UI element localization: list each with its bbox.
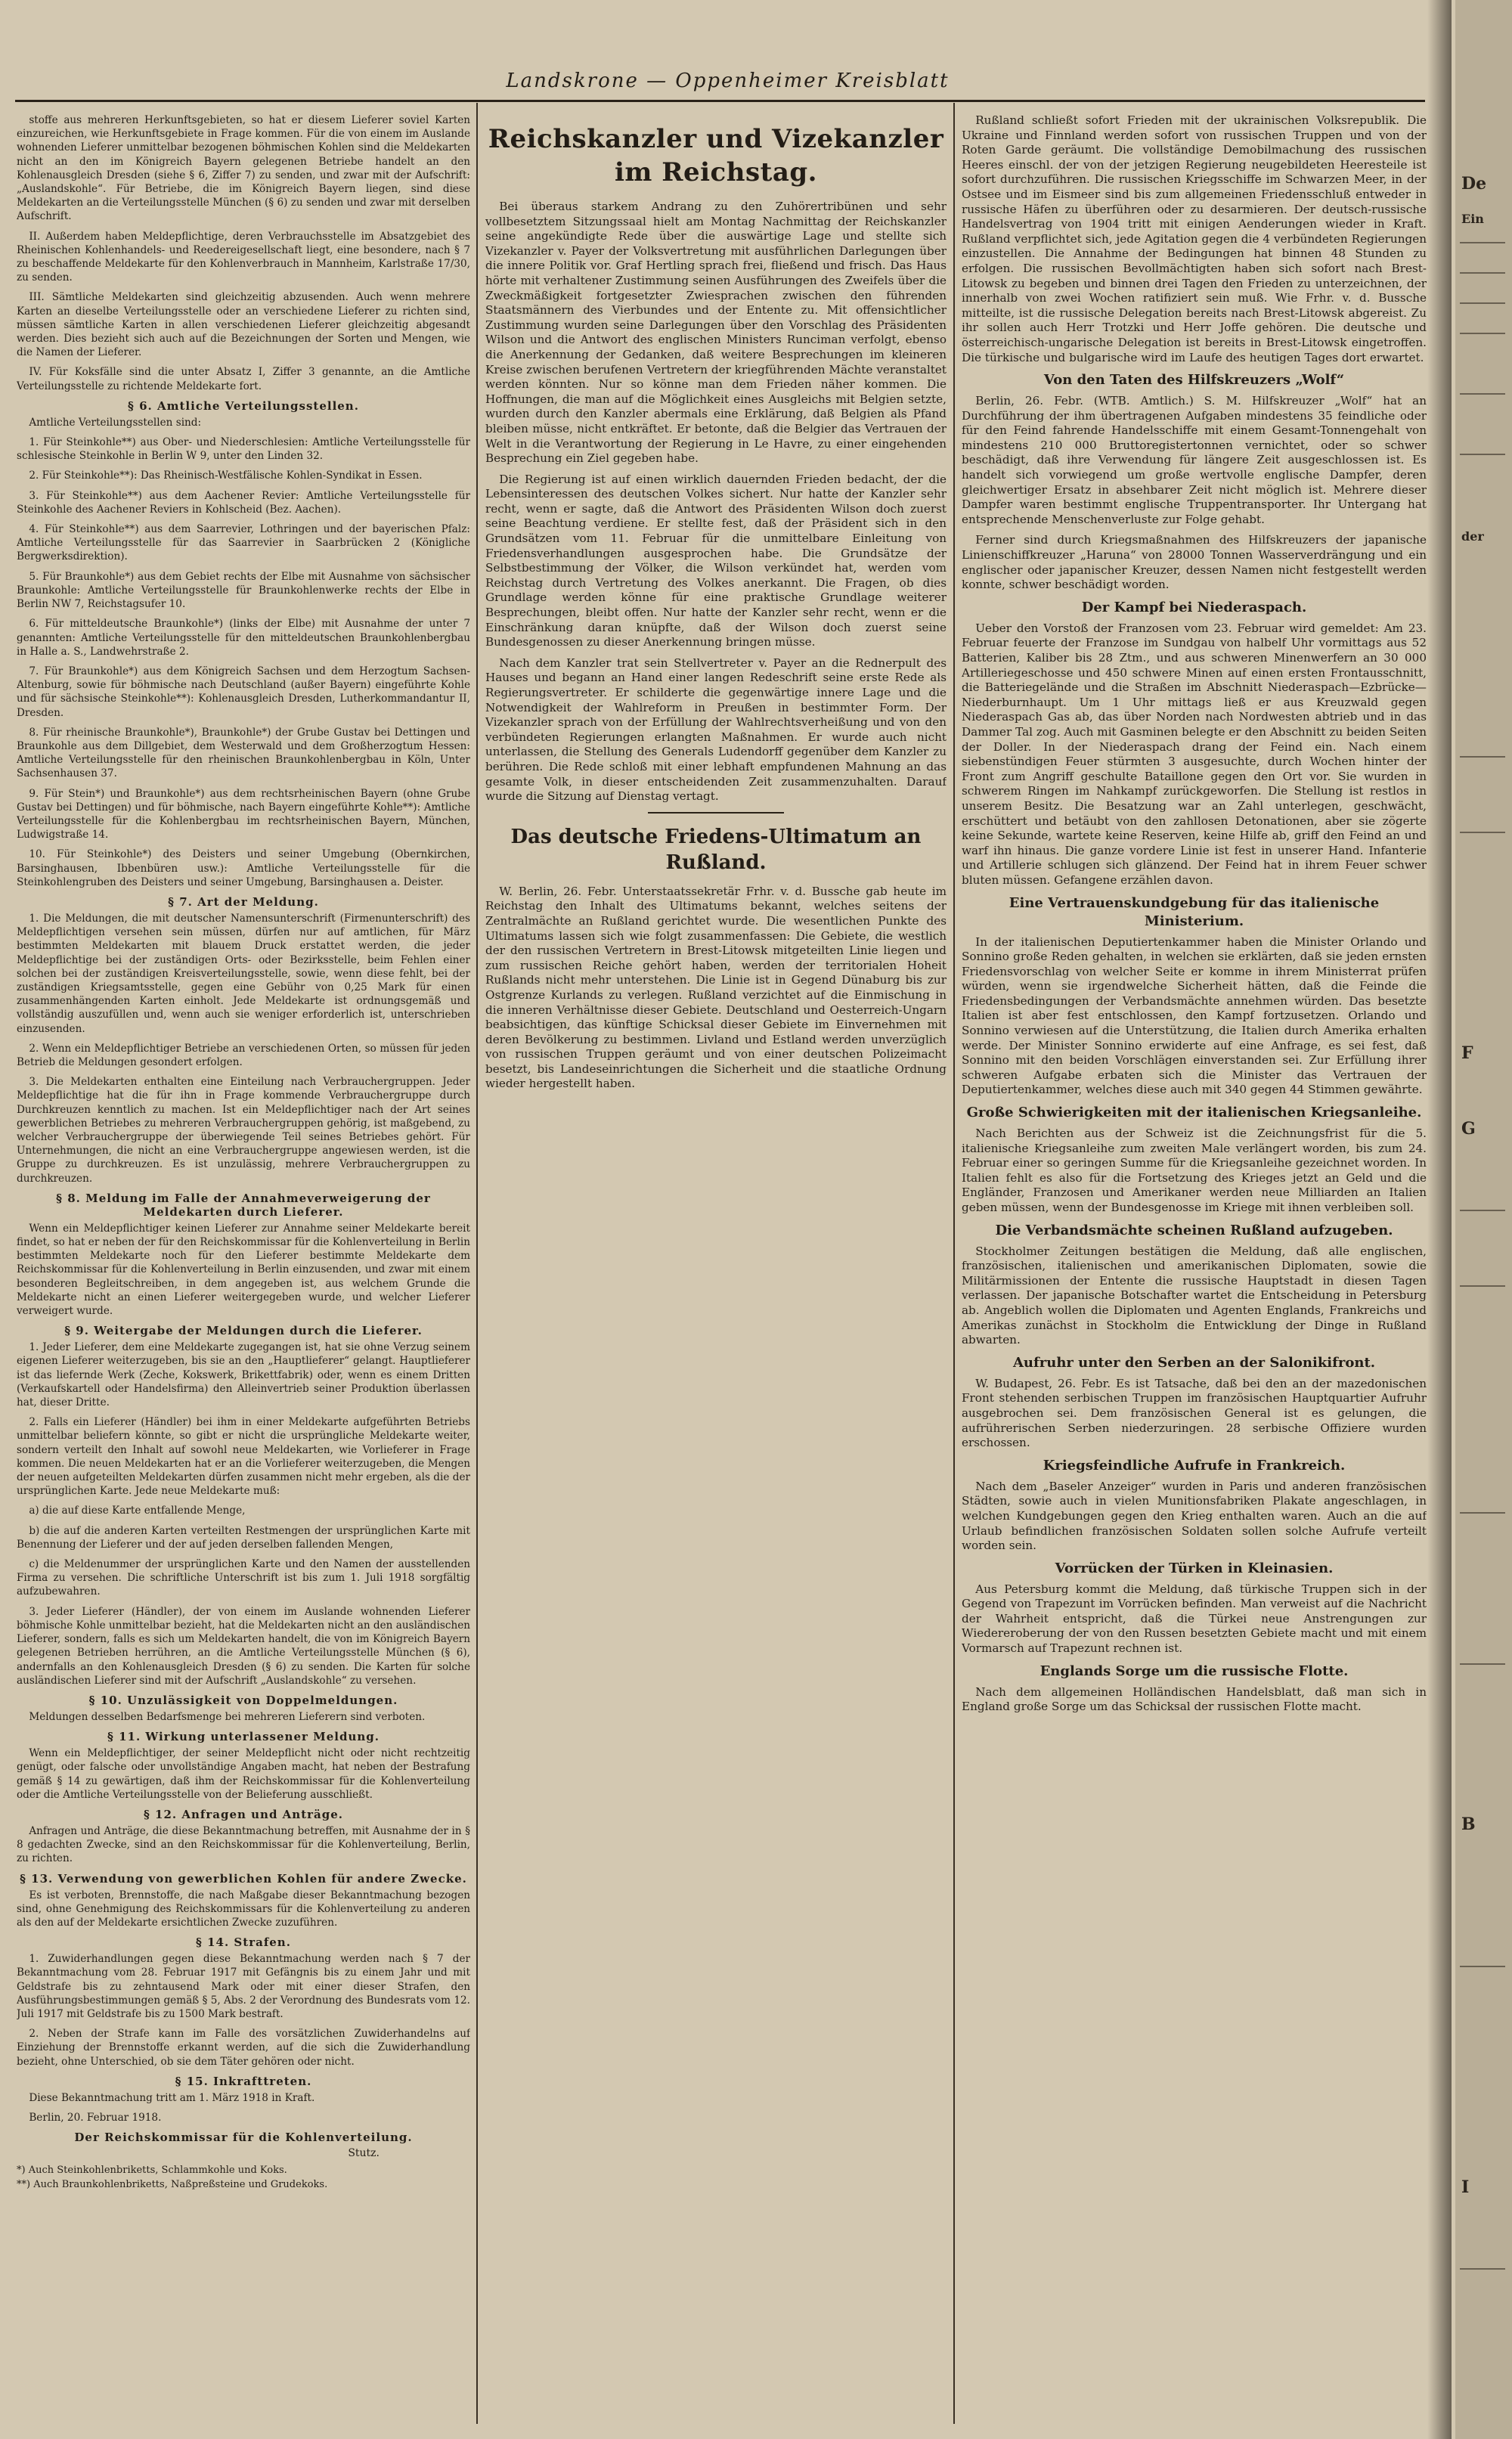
section-heading: § 9. Weitergabe der Meldungen durch die Lieferer. bbox=[64, 1324, 423, 1338]
paragraph: stoffe aus mehreren Herkunftsgebieten, so hat er diesem Lieferer soviel Karten einzureichen, wie Herkunftsgebiete in Frage kommen. Für die von einem im Auslande wohnenden Lieferer unmittelbar bezogenen böhmischen Kohlen sind die Meldekarten nicht an den im Königreich Bayern gelegenen Betriebe handelt an den Kohlenausgleich Dresden (siehe § 6, Ziffer 7) zu senden, und zwar mit der Aufschrift: „Auslandskohle“. Für Betriebe, die im Königreich Bayern liegen, sind diese Meldekarten an die Verteilungsstelle München (§ 6) zu senden und zwar mit derselben Aufschrift. bbox=[17, 114, 470, 223]
signature: Stutz. bbox=[348, 2147, 380, 2160]
paragraph: II. Außerdem haben Meldepflichtige, deren Verbrauchsstelle im Absatzgebiet des Rheinischen Kohlenhandels- und Reedereigesellschaft liegt, eine besondere, nach § 7 zu beschaffende Meldekarte für den Kohlenverbrauch in Mannheim, Karlstraße 17/30, zu senden. bbox=[17, 230, 470, 284]
masthead: Landskrone — Oppenheimer Kreisblatt bbox=[506, 70, 950, 92]
text-line bbox=[1460, 1966, 1505, 1967]
headline-ultimatum: Das deutsche Friedens-Ultimatum an Rußland. bbox=[510, 825, 922, 874]
section-heading: § 6. Amtliche Verteilungsstellen. bbox=[128, 398, 359, 413]
paragraph: W. Berlin, 26. Febr. Unterstaatssekretär Frhr. v. d. Bussche gab heute im Reichstag den Inhalt des Ultimatums bekannt, welches seitens der Zentralmächte an Rußland gerichtet wurde. Die wesentlichen Punkte des Ultimatums lassen sich wie folgt zusammenfassen: Die Gebiete, die westlich der den russischen Vertretern in Brest-Litowsk mitgeteilten Linie liegen und zum russischen Reiche gehört haben, werden der territorialen Hoheit Rußlands nicht mehr unterstehen. Die Linie ist in Gegend Dünaburg bis zur Ostgrenze Kurlands zu verlegen. Rußland verzichtet auf die Einmischung in die inneren Verhältnisse dieser Gebiete. Deutschland und Oesterreich-Ungarn beabsichtigen, das künftige Schicksal dieser Gebiete im Einvernehmen mit deren Bevölkerung zu bestimmen. Livland und Estland werden unverzüglich von russischen Truppen geräumt und von einer deutschen Polizeimacht besetzt, bis Landeseinrichtungen die Sicherheit und die staatliche Ordnung wieder hergestellt haben. bbox=[485, 884, 947, 1091]
paragraph: Nach dem allgemeinen Holländischen Handelsblatt, daß man sich in England große Sorge um das Schicksal der russischen Flotte macht. bbox=[962, 1684, 1427, 1714]
column-3 bbox=[962, 113, 1427, 2427]
paragraph: Ueber den Vorstoß der Franzosen vom 23. Februar wird gemeldet: Am 23. Februar feuerte der Franzose im Sundgau von halbelf Uhr vormittags aus 52 Batterien, Kaliber bis 28 Ztm., und aus schweren Minenwerfern an 30 000 Artilleriegeschosse und 450 schwere Minen auf einen ersten Frontausschnitt, die Batteriegelände und die Straßen im Abschnitt Niederaspach—Ezbrücke—Niederburnhaupt. Um 1 Uhr mittags ließ er aus Kreuzwald gegen Niederaspach Gas ab, das über Norden nach Nordwesten abtrieb und in das Dammer Tal zog. Auch mit Gasminen belegte er den Abschnitt zu beiden Seiten der Doller. In der Niederaspach drang der Feind ein. Nach einem siebenstündigen Feuer stürmten 3 ausgesuchte, durch Wochen hinter der Front zum Angriff geschulte Bataillone gegen den Ort vor. Sie wurden in schwerem Ringen im Nahkampf zurückgeworfen. Die Stellung ist restlos in unserem Besitz. Die Besatzung war an Zahl unterlegen, geschwächt, erschüttert und betäubt von den zahllosen Detonationen, aber sie zögerte keine Sekunde, wartete keine Reserven, keine Hilfe ab, griff den Feind an und warf ihn hinaus. Die ganze vordere Linie ist fest in unserer Hand. Infanterie und Artillerie schlugen sich glänzend. Der Feind hat in ihrem Feuer schwer bluten müssen. Gefangene erzählen davon. bbox=[962, 621, 1427, 887]
text-line bbox=[1460, 242, 1505, 243]
text-line bbox=[1460, 302, 1505, 304]
paragraph: Stockholmer Zeitungen bestätigen die Meldung, daß alle englischen, französischen, italienischen und amerikanischen Diplomaten, sowie die Militärmissionen der Entente die russische Hauptstadt in diesen Tagen verlassen. Der japanische Botschafter wartet die Entscheidung in Petersburg ab. Angeblich wollen die Diplomaten und Agenten Englands, Frankreichs und Amerikas zunächst in Stockholm die Entwicklung der Dinge in Rußland abwarten. bbox=[962, 1244, 1427, 1347]
paragraph: IV. Für Koksfälle sind die unter Absatz I, Ziffer 3 genannte, an die Amtliche Verteilungsstelle zu richtende Meldekarte fort. bbox=[17, 366, 470, 392]
paragraph: Nach dem „Baseler Anzeiger“ wurden in Paris und anderen französischen Städten, sowie auch in vielen Munitionsfabriken Plakate angeschlagen, in welchen Kundgebungen gegen den Krieg enthalten waren. Auch an die auf Urlaub befindlichen französischen Soldaten sollen solche Aufrufe verteilt worden sein. bbox=[962, 1479, 1427, 1553]
paragraph: 3. Die Meldekarten enthalten eine Einteilung nach Verbrauchergruppen. Jeder Meldepflichtige hat die für ihn in Frage kommende Verbrauchergruppe durch Durchkreuzen kenntlich zu machen. Ist ein Meldepflichtiger nach der Art seines gewerblichen Betriebes zu mehreren Verbrauchergruppen gehörig, ist maßgebend, zu welcher Verbrauchergruppe der überwiegende Teil seines Betriebes gehört. Für Unternehmungen, die nicht an eine Verbrauchergruppe angewiesen werden, ist die Gruppe zu durchkreuzen. Es ist unzulässig, mehrere Verbrauchergruppen zu durchkreuzen. bbox=[17, 1076, 470, 1185]
paragraph: 2. Wenn ein Meldepflichtiger Betriebe an verschiedenen Orten, so müssen für jeden Betrieb die Meldungen gesondert erfolgen. bbox=[17, 1042, 470, 1068]
section-heading: § 11. Wirkung unterlassener Meldung. bbox=[107, 1730, 380, 1744]
column-rule-1 bbox=[476, 103, 478, 2424]
section-heading: § 8. Meldung im Falle der Annahmeverweigerung der Meldekarten durch Lieferer. bbox=[56, 1191, 431, 1219]
paragraph: Die Regierung ist auf einen wirklich dauernden Frieden bedacht, der die Lebensinteressen des deutschen Volkes sichert. Nur hatte der Kanzler sehr recht, wenn er sagte, daß die Antwort des Präsidenten Wilson doch zuerst seine Beachtung verdiene. Er stellte fest, daß der Präsident sich in den Grundsätzen vom 11. Februar für die unmittelbare Einleitung von Friedensverhandlungen ausgesprochen habe. Die Grundsätze der Selbstbestimmung der Völker, die Wilson verkündet hat, werden vom Reichstag durch Vertretung des Volkes anerkannt. Die Fragen, ob dies Grundlage werden könne für eine praktische Grundlage weiterer Besprechungen, bleibt offen. Nur hatte der Kanzler sehr recht, wenn er die Einschränkung daran knüpfte, daß der Wilson doch zuerst seine Bundesgenossen zu dieser Anerkennung bringen müsse. bbox=[485, 472, 947, 649]
text-fragment: B bbox=[1461, 1815, 1476, 1834]
top-rule bbox=[15, 100, 1425, 102]
paragraph: 1. Jeder Lieferer, dem eine Meldekarte zugegangen ist, hat sie ohne Verzug seinem eigenen Lieferer weiterzugeben, bis sie an den „Hauptlieferer“ gelangt. Hauptlieferer ist das liefernde Werk (Zeche, Kokswerk, Brikettfabrik) oder, wenn es einem Dritten (Verkaufskartell oder Handelsfirma) den Alleinvertrieb seiner Produktion überlassen hat, dieser Dritte. bbox=[17, 1341, 470, 1409]
text-line bbox=[1460, 756, 1505, 758]
list-item: 6. Für mitteldeutsche Braunkohle*) (links der Elbe) mit Ausnahme der unter 7 genannten: Amtliche Verteilungsstelle für den mitteldeutschen Braunkohlenbergbau in Halle a. S., Landwehrstraße 2. bbox=[17, 618, 470, 658]
list-item: 2. Für Steinkohle**): Das Rheinisch-Westfälische Kohlen-Syndikat in Essen. bbox=[29, 470, 423, 482]
headline-italy: Eine Vertrauenskundgebung für das italienische Ministerium. bbox=[1009, 894, 1380, 929]
paragraph: Anfragen und Anträge, die diese Bekanntmachung betreffen, mit Ausnahme der in § 8 gedachten Zwecke, sind an den Reichskommissar für die Kohlenverteilung, Berlin, zu richten. bbox=[17, 1824, 470, 1865]
paragraph: Nach dem Kanzler trat sein Stellvertreter v. Payer an die Rednerpult des Hauses und begann an Hand einer langen Redeschrift seine erste Rede als Regierungsvertreter. Er schilderte die gegenwärtige innere Lage und die Notwendigkeit der Wahlreform in Preußen in bestimmter Form. Der Vizekanzler sprach von der Erfüllung der Wahlrechtsverheißung und von den verbündeten Regierungen erlangten Maßnahmen. Er wurde auch nicht unterlassen, die Stellung des Generals Ludendorff gegenüber dem Kanzler zu berühren. Die Rede schloß mit einer lebhaft empfundenen Mahnung an das gesamte Volk, in dieser entscheidenden Zeit zusammenzuhalten. Darauf wurde die Sitzung auf Dienstag vertagt. bbox=[485, 655, 947, 804]
section-heading: § 15. Inkrafttreten. bbox=[175, 2074, 312, 2088]
paragraph: Nach Berichten aus der Schweiz ist die Zeichnungsfrist für die 5. italienische Kriegsanleihe zum zweiten Male verlängert worden, bis zum 24. Februar einer so geringen Summe für die Kriegsanleihe gezeichnet worden. In Italien fehlt es also für die Fortsetzung des Krieges jetzt an Geld und die Engländer, Franzosen und Amerikaner werden neue Milliarden an Italien geben müssen, wenn der Bundesgenosse im Kriege mit ihnen verbleiben soll. bbox=[962, 1127, 1427, 1214]
text-line bbox=[1460, 1512, 1505, 1514]
paragraph: Ferner sind durch Kriegsmaßnahmen des Hilfskreuzers der japanische Linienschiffkreuzer „Haruna“ von 28000 Tonnen Wasserverdrängung und ein englischer oder japanischer Kreuzer, dessen Namen nicht festgestellt werden konnte, schwer beschädigt worden. bbox=[962, 533, 1427, 592]
list-item: Amtliche Verteilungsstellen sind: bbox=[29, 416, 202, 429]
text-line bbox=[1460, 832, 1505, 833]
column-rule-2 bbox=[953, 103, 955, 2424]
paragraph: 2. Neben der Strafe kann im Falle des vorsätzlichen Zuwiderhandelns auf Einziehung der Brennstoffe erkannt werden, auf die sich die Zuwiderhandlung bezieht, ohne Unterschied, ob sie dem Täter gehören oder nicht. bbox=[17, 2028, 470, 2068]
text-fragment: De bbox=[1461, 174, 1487, 194]
paragraph: 1. Die Meldungen, die mit deutscher Namensunterschrift (Firmenunterschrift) des Meldepflichtigen versehen sein müssen, dürfen nur auf amtlichen, für März bestimmten Meldekarten mit blauem Druck erstattet werden, die jeder Meldepflichtige bei der zuständigen Orts- oder Bezirksstelle, beim Fehlen einer solchen bei der zuständigen Kreisverteilungsstelle, sowie, wenn diese fehlt, bei der zuständigen Kriegsamtsstelle, gegen eine Gebühr von 0,25 Mark für einen zusammenhängenden Karten einholt. Jede Meldekarte ist ordnungsgemäß und vollständig auszufüllen und, wenn auch sie weniger erforderlich ist, unterschrieben einzusenden. bbox=[17, 912, 470, 1035]
list-item: 7. Für Braunkohle*) aus dem Königreich Sachsen und dem Herzogtum Sachsen-Altenburg, sowie für böhmische nach Deutschland (außer Bayern) eingeführte Kohle und für sächsische Steinkohle**): Kohlenausgleich Dresden, Lutherkommandantur II, Dresden. bbox=[17, 665, 470, 719]
list-item: 1. Für Steinkohle**) aus Ober- und Niederschlesien: Amtliche Verteilungsstelle für schlesische Steinkohle in Berlin W 9, unter den Linden 32. bbox=[17, 436, 470, 463]
column-1 bbox=[17, 113, 470, 2427]
paragraph: Aus Petersburg kommt die Meldung, daß türkische Truppen sich in der Gegend von Trapezunt im Vorrücken befinden. Man verweist auf die Nachricht der Wahrheit entspricht, daß die Türkei neue Anstrengungen zur Wiedereroberung der von den Russen besetzten Gebiete macht und mit einem Vormarsch auf Trapezunt rechnen ist. bbox=[962, 1582, 1427, 1656]
paragraph: Wenn ein Meldepflichtiger, der seiner Meldepflicht nicht oder nicht rechtzeitig genügt, oder falsche oder unvollständige Angaben macht, hat neben der Bestrafung gemäß § 14 zu gewärtigen, daß ihm der Reichskommissar für die Kohlenverteilung oder die Amtliche Verteilungsstelle von der Belieferung ausschließt. bbox=[17, 1747, 470, 1801]
text-line bbox=[1460, 2268, 1505, 2270]
list-item: 10. Für Steinkohle*) des Deisters und seiner Umgebung (Obernkirchen, Barsinghausen, Ibbenbüren usw.): Amtliche Verteilungsstelle für die Steinkohlengruben des Deisters und seiner Umgebung, Barsinghausen a. Deister. bbox=[17, 848, 470, 888]
issuing-authority: Der Reichskommissar für die Kohlenverteilung. bbox=[74, 2131, 413, 2145]
text-fragment: F bbox=[1461, 1043, 1473, 1063]
adjacent-page-strip bbox=[1455, 0, 1512, 2439]
headline-fleet: Englands Sorge um die russische Flotte. bbox=[1040, 1663, 1349, 1679]
text-line bbox=[1460, 1285, 1505, 1287]
column-2 bbox=[485, 113, 947, 2427]
list-item: b) die auf die anderen Karten verteilten Restmengen der ursprünglichen Karte mit Benennung der Lieferer und der auf jeden derselben fallenden Mengen, bbox=[17, 1524, 470, 1551]
text-fragment: Ein bbox=[1461, 212, 1484, 226]
text-line bbox=[1460, 454, 1505, 455]
text-line bbox=[1460, 1210, 1505, 1211]
headline-war-loan: Große Schwierigkeiten mit der italienischen Kriegsanleihe. bbox=[966, 1105, 1422, 1121]
text-line bbox=[1460, 393, 1505, 395]
text-fragment: G bbox=[1461, 1119, 1476, 1139]
text-line bbox=[1460, 272, 1505, 274]
section-heading: § 13. Verwendung von gewerblichen Kohlen für andere Zwecke. bbox=[20, 1871, 467, 1886]
list-item: a) die auf diese Karte entfallende Menge, bbox=[29, 1505, 246, 1517]
headline-niederaspach: Der Kampf bei Niederaspach. bbox=[1081, 599, 1307, 615]
headline-france: Kriegsfeindliche Aufrufe in Frankreich. bbox=[1043, 1457, 1346, 1474]
paragraph: Wenn ein Meldepflichtiger keinen Lieferer zur Annahme seiner Meldekarte bereit findet, so hat er neben der für den Reichskommissar für die Kohlenverteilung in Berlin bestimmten Meldekarte noch für den Lieferer bestimmte Meldekarte dem Reichskommissar für die Kohlenverteilung in Berlin einzusenden, und zwar mit einem besonderen Begleitschreiben, in dem angegeben ist, aus welchem Grunde die Meldekarte nicht an einen Lieferer weitergegeben wurde, und welcher Lieferer verweigert wurde. bbox=[17, 1222, 470, 1318]
text-fragment: I bbox=[1461, 2177, 1470, 2197]
paragraph: Rußland schließt sofort Frieden mit der ukrainischen Volksrepublik. Die Ukraine und Finnland werden sofort von russischen Truppen und von der Roten Garde geräumt. Die vollständige Demobilmachung des russischen Heeres einschl. der von der jetzigen Regierung neugebildeten Heeresteile ist sofort durchzuführen. Die russischen Kriegsschiffe im Schwarzen Meer, in der Ostsee und im Eismeer sind bis zum allgemeinen Friedensschluß entweder in russische Häfen zu überführen oder zu desarmieren. Der deutsch-russische Handelsvertrag von 1904 tritt mit einigen Aenderungen wieder in Kraft. Rußland verpflichtet sich, jede Agitation gegen die 4 verbündeten Regierungen einzustellen. Die Annahme der Bedingungen hat binnen 48 Stunden zu erfolgen. Die russischen Bevollmächtigten haben sich sofort nach Brest-Litowsk zu begeben und binnen drei Tagen den Frieden zu unterzeichnen, der innerhalb von zwei Wochen ratifiziert sein muß. Wie Frhr. v. d. Bussche mitteilte, ist die russische Delegation bereits nach Brest-Litowsk abgereist. Zu ihr sollen auch Herr Trotzki und Herr Joffe gehören. Die deutsche und österreichisch-ungarische Delegation ist bereits in Brest-Litowsk eingetroffen. Die türkische und bulgarische wird im Laufe des heutigen Tages dort erwartet. bbox=[962, 113, 1427, 364]
footnote: **) Auch Braunkohlenbriketts, Naßpreßsteine und Grudekoks. bbox=[17, 2179, 328, 2191]
section-heading: § 10. Unzulässigkeit von Doppelmeldungen. bbox=[88, 1693, 398, 1707]
headline-serbia: Aufruhr unter den Serben an der Salonikifront. bbox=[1012, 1354, 1376, 1371]
paragraph: 1. Zuwiderhandlungen gegen diese Bekanntmachung werden nach § 7 der Bekanntmachung vom 28. Februar 1917 mit Gefängnis bis zu einem Jahr und mit Geldstrafe bis zu zehntausend Mark oder mit einer dieser Strafen, den Ausführungsbestimmungen gemäß § 5, Abs. 2 der Verordnung des Bundesrats vom 12. Juli 1917 mit Geldstrafe bis zu 1500 Mark bestraft. bbox=[17, 1953, 470, 2020]
paragraph: Meldungen desselben Bedarfsmenge bei mehreren Lieferern sind verboten. bbox=[29, 1710, 426, 1723]
list-item: 8. Für rheinische Braunkohle*), Braunkohle*) der Grube Gustav bei Dettingen und Braunkohle aus dem Dillgebiet, dem Westerwald und dem Großherzogtum Hessen: Amtliche Verteilungsstelle für den rheinischen Braunkohlenbergbau in Köln, Unter Sachsenhausen 37. bbox=[17, 726, 470, 780]
headline-wolf: Von den Taten des Hilfskreuzers „Wolf“ bbox=[1043, 372, 1345, 389]
paragraph: Bei überaus starkem Andrang zu den Zuhörertribünen und sehr vollbesetztem Sitzungssaal hielt am Montag Nachmittag der Reichskanzler seine angekündigte Rede über die auswärtige Lage und stellte sich Vizekanzler v. Payer der Volksvertretung mit ausführlichen Darlegungen über die innere Politik vor. Graf Hertling sprach frei, fließend und frisch. Das Haus hörte mit verhaltener Zustimmung seinen Ausführungen des Zweifels über die Zweckmäßigkeit fortgesetzter Zwiesprachen zwischen den führenden Staatsmännern des Vierbundes und der Entente zu. Mit offensichtlicher Zustimmung wurden seine Darlegungen über den Vorschlag des Präsidenten Wilson und die Antwort des englischen Ministers Runciman verfolgt, ebenso die Anerkennung der Gedanken, daß weitere Besprechungen im kleineren Kreise zwischen berufenen Vertretern der kriegführenden Mächte veranstaltet werden könnten. Nur so könne man dem Frieden näher kommen. Die Hoffnungen, die man auf die Möglichkeit eines Ausgleichs mit Belgien setzte, wurden durch den Kanzler abermals eine Erklärung, daß Belgien als Pfand bleiben müsse, nicht entkräftet. Er betonte, daß die Belgier das Vertrauen der Welt in die Verantwortung der Regierung in Le Havre, zu einer eingehenden Besprechung ein Ziel gegeben habe. bbox=[485, 200, 947, 466]
list-item: 9. Für Stein*) und Braunkohle*) aus dem rechtsrheinischen Bayern (ohne Grube Gustav bei Dettingen) und für böhmische, nach Bayern eingeführte Kohle**): Amtliche Verteilungsstelle für die Kohlenbergbau im rechtsrheinischen Bayern, München, Ludwigstraße 14. bbox=[17, 787, 470, 841]
text-line bbox=[1460, 1663, 1505, 1665]
divider bbox=[648, 812, 784, 814]
paragraph: In der italienischen Deputiertenkammer haben die Minister Orlando und Sonnino große Reden gehalten, in welchen sie erklärten, daß sie jeden ernsten Friedensvorschlag von welcher Seite er komme in ihrem Ministerrat prüfen würden, wenn sie irgendwelche Sicherheit hätten, daß die Feinde die Friedensbedingungen der Verbandsmächte annehmen würden. Das besetzte Italien ist aber fest entschlossen, den Kampf fortzusetzen. Orlando und Sonnino verwiesen auf die Unterstützung, die Italien durch Amerika erhalten werde. Der Minister Sonnino erwiderte auf eine Anfrage, es sei fest, daß Sonnino mit den beiden Vorschlägen einverstanden sei. Zur Erfüllung ihrer schweren Aufgabe erbaten sich die Minister das Vertrauen der Deputiertenkammer, welches diese auch mit 340 gegen 44 Stimmen gewährte. bbox=[962, 934, 1427, 1097]
paragraph: 2. Falls ein Lieferer (Händler) bei ihm in einer Meldekarte aufgeführten Betriebs unmittelbar beliefern könnte, so gibt er nicht die ursprüngliche Meldekarte weiter, sondern verteilt den Inhalt auf sowohl neue Meldekarten, wie Vorlieferer in Frage kommen. Die neuen Meldekarten hat er an die Vorlieferer weiterzugeben, die Mengen der neuen aufgeteilten Meldekarten dürfen zusammen nicht mehr ergeben, als die der ursprünglichen Karte. Jede neue Meldekarte muß: bbox=[17, 1416, 470, 1498]
section-heading: § 12. Anfragen und Anträge. bbox=[143, 1807, 344, 1821]
list-item: 3. Für Steinkohle**) aus dem Aachener Revier: Amtliche Verteilungsstelle für Steinkohle des Aachener Reviers in Kohlscheid (Bez. Aachen). bbox=[17, 489, 470, 516]
paragraph: Berlin, 26. Febr. (WTB. Amtlich.) S. M. Hilfskreuzer „Wolf“ hat an Durchführung der ihm übertragenen Aufgaben mindestens 35 feindliche oder für den Feind fahrende Handelsschiffe mit einem Gesamt-Tonnengehalt von mindestens 210 000 Bruttoregistertonnen vernichtet, oder so schwer beschädigt, daß ihre Verwendung für längere Zeit ausgeschlossen ist. Es handelt sich vorwiegend um große wertvolle englische Dampfer, deren gleichwertiger Ersatz in absehbarer Zeit nicht möglich ist. Mehrere dieser Dampfer waren bestimmt englische Truppentransporter. Ihr Untergang hat entsprechende Menschenverluste zur Folge gehabt. bbox=[962, 394, 1427, 526]
paragraph: Es ist verboten, Brennstoffe, die nach Maßgabe dieser Bekanntmachung bezogen sind, ohne Genehmigung des Reichskommissars für die Kohlenverteilung zu anderen als den auf der Meldekarte ersichtlichen Zwecke zuzuführen. bbox=[17, 1889, 470, 1929]
list-item: 5. Für Braunkohle*) aus dem Gebiet rechts der Elbe mit Ausnahme von sächsischer Braunkohle: Amtliche Verteilungsstelle für Braunkohlenwerke rechts der Elbe in Berlin NW 7, Reichstagsufer 10. bbox=[17, 570, 470, 611]
text-line bbox=[1460, 333, 1505, 334]
paragraph: 3. Jeder Lieferer (Händler), der von einem im Auslande wohnenden Lieferer böhmische Kohle unmittelbar bezieht, hat die Meldekarten nicht an den ausländischen Lieferer, sondern, falls es sich um Meldekarten handelt, die von im Königreich Bayern gelegenen Betrieben herrühren, an die Amtliche Verteilungsstelle München (§ 6), andernfalls an den Kohlenausgleich Dresden (§ 6) zu senden. Die Karten für solche ausländischen Lieferer sind mit der Aufschrift „Auslandskohle“ zu versehen. bbox=[17, 1605, 470, 1687]
text-fragment: der bbox=[1461, 529, 1484, 544]
headline-reichstag: Reichskanzler und Vizekanzler im Reichstag. bbox=[488, 124, 944, 187]
section-heading: § 7. Art der Meldung. bbox=[168, 894, 319, 909]
page-edge-shadow bbox=[1427, 0, 1452, 2439]
paragraph: Diese Bekanntmachung tritt am 1. März 1918 in Kraft. bbox=[29, 2091, 315, 2104]
dateline: Berlin, 20. Februar 1918. bbox=[29, 2111, 162, 2124]
headline-russia: Die Verbandsmächte scheinen Rußland aufzugeben. bbox=[995, 1222, 1393, 1238]
paragraph: III. Sämtliche Meldekarten sind gleichzeitig abzusenden. Auch wenn mehrere Karten an dieselbe Verteilungsstelle oder an verschiedene Lieferer zu richten sind, müssen sämtliche Karten in allen verschiedenen Lieferer gleichzeitig abgesandt werden. Dies bezieht sich auch auf die Bezeichnungen der Sorten und Mengen, wie die Namen der Lieferer. bbox=[17, 291, 470, 359]
list-item: c) die Meldenummer der ursprünglichen Karte und den Namen der ausstellenden Firma zu versehen. Die schriftliche Unterschrift ist bis zum 1. Juli 1918 sorgfältig aufzubewahren. bbox=[17, 1558, 470, 1598]
list-item: 4. Für Steinkohle**) aus dem Saarrevier, Lothringen und der bayerischen Pfalz: Amtliche Verteilungsstelle für das Saarrevier in Saarbrücken 2 (Königliche Bergwerksdirektion). bbox=[17, 523, 470, 563]
section-heading: § 14. Strafen. bbox=[196, 1935, 291, 1950]
headline-turks: Vorrücken der Türken in Kleinasien. bbox=[1055, 1560, 1334, 1576]
paragraph: W. Budapest, 26. Febr. Es ist Tatsache, daß bei den an der mazedonischen Front stehenden serbischen Truppen im französischen Hauptquartier Aufruhr ausgebrochen sei. Dem französischen General ist es gelungen, die aufrührerischen Serben niederzuringen. 28 serbische Offiziere wurden erschossen. bbox=[962, 1376, 1427, 1450]
footnote: *) Auch Steinkohlenbriketts, Schlammkohle und Koks. bbox=[17, 2165, 287, 2177]
